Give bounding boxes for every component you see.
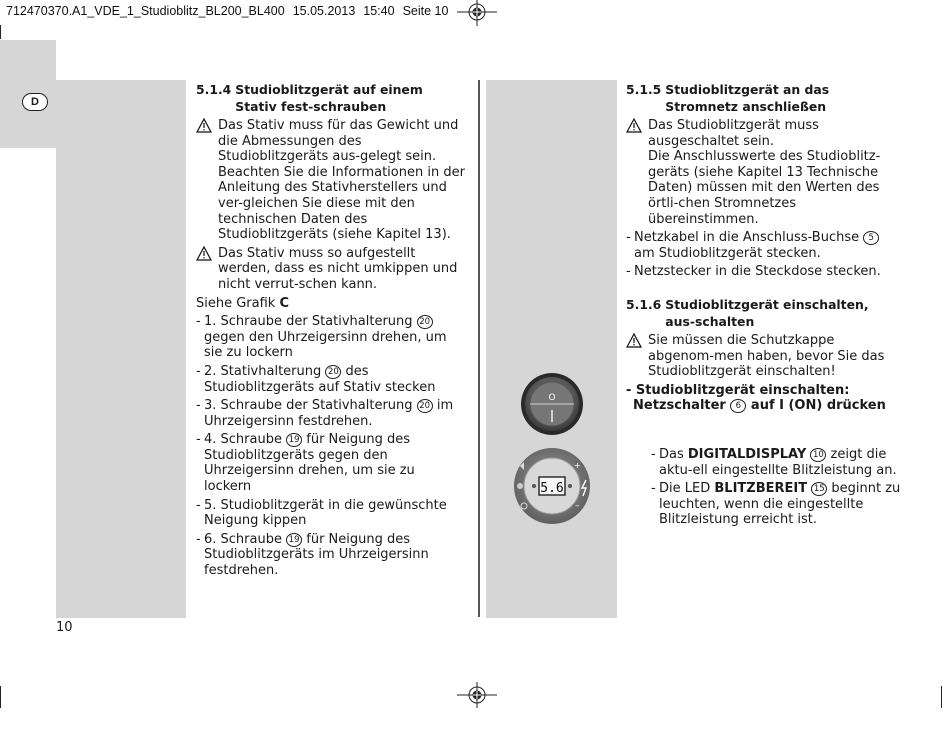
result-list [651,447,902,528]
center-gray-column [486,80,617,618]
step-item: - 2. Stativhalterung 20 des Studioblitzgeräts auf Stativ stecken [196,363,436,395]
grafik-ref [196,296,466,312]
warning-triangle-icon [196,246,212,261]
page-number: 10 [56,620,73,635]
step-item: - Netzstecker in die Steckdose stecken. [626,264,881,280]
power-switch-icon [521,373,583,435]
item-text: Die LED [659,481,711,497]
warning-block [196,118,466,243]
paragraph: Die Anschlusswerte des Studioblitz-geräts (siehe Kapitel 13 Technische Daten) müssen mit den Werten des örtli-chen Stromnetzes übereinstimmen. [648,149,881,227]
heading-text: Studioblitzgerät auf einem Stativ fest-schrauben [235,82,423,114]
crop-mark [0,25,1,39]
crop-mark [0,686,1,708]
step-item: - Netzkabel in die Anschluss-Buchse 5 am Studioblitzgerät stecken. [626,230,902,261]
warning-triangle-icon [626,333,642,348]
header-date: 15.05.2013 [292,4,356,18]
language-badge: D [22,93,48,111]
steps-list [196,314,466,579]
ref-number: 20 [325,365,341,379]
step-text: Netzkabel in die Anschluss-Buchse [634,230,860,246]
ref-number: 6 [730,399,746,413]
section-heading-5-1-4 [196,81,466,115]
list-item: - Das DIGITALDISPLAY 10 zeigt die aktu-ell eingestellte Blitzleistung an. [651,446,897,478]
svg-text:–: – [575,501,580,511]
paragraph: Beachten Sie die Informationen in der Anleitung des Stativherstellers und ver-gleichen Sie diese mit den technischen Daten des Studioblitzgeräts (siehe Kapitel 13). [218,164,465,243]
ref-number: 19 [286,533,302,547]
action-text: Netzschalter [633,398,726,414]
section-heading-5-1-5 [626,81,902,115]
left-column [196,81,466,582]
item-text: beginnt zu leuchten, wenn die eingestellte Blitzleistung erreicht ist. [659,481,901,528]
item-text: zeigt die aktu-ell eingestellte Blitzleistung an. [659,446,897,478]
step-text: für Neigung des Studioblitzgeräts im Uhrzeigersinn festdrehen. [204,531,429,579]
column-divider [478,80,480,617]
step-text: für Neigung des Studioblitzgeräts gegen den Uhrzeigersinn drehen, um sie zu lockern [204,432,415,495]
list-item: - Die LED BLITZBEREIT 15 beginnt zu leuchten, wenn die eingestellte Blitzleistung erreicht ist. [651,481,901,528]
control-panel-icon [514,448,590,524]
right-column [626,81,902,531]
step-item: - 5. Studioblitzgerät in die gewünschte Neigung kippen [196,497,447,529]
steps-list [626,230,902,280]
ref-number: 5 [863,231,879,245]
step-text: 6. Schraube [204,531,282,547]
registration-mark-top-icon [457,0,497,26]
step-text: 3. Schraube der Stativhalterung [204,398,413,414]
warning-triangle-icon [626,118,642,133]
step-item: - 1. Schraube der Stativhalterung 20 gegen den Uhrzeigersinn drehen, um sie zu lockern [196,314,447,361]
warning-block [626,333,902,380]
header-file: 712470370.A1_VDE_1_Studioblitz_BL200_BL400 [6,4,285,18]
warning-text: Das Stativ muss für das Gewicht und die Abmessungen des Studioblitzgeräts aus-gelegt sein. [218,118,459,165]
action-text: auf I (ON) drücken [750,398,886,414]
warning-block [196,246,466,293]
step-text: am Studioblitzgerät stecken. [634,245,821,261]
header-time: 15:40 [363,4,395,18]
sub-heading-action [633,398,902,414]
ref-number: 15 [811,482,827,496]
item-text: Das [659,446,684,462]
svg-text:+: + [574,461,581,470]
item-bold: DIGITALDISPLAY [687,446,807,462]
print-header [6,4,456,18]
section-heading-5-1-6 [626,296,902,330]
device-illustration [508,370,600,525]
left-gray-column [56,80,186,618]
item-bold: BLITZBEREIT [714,481,808,497]
warning-text: Das Studioblitzgerät muss ausgeschaltet sein. [648,118,819,149]
heading-number: 5.1.6 [626,296,662,312]
grafik-prefix: Siehe Grafik [196,295,276,311]
step-item: - 6. Schraube 19 für Neigung des Studioblitzgeräts im Uhrzeigersinn festdrehen. [196,531,429,579]
warning-text: Das Stativ muss so aufgestellt werden, dass es nicht umkippen und nicht verrut-schen kann. [218,245,458,292]
sub-heading: - Studioblitzgerät einschalten: [626,382,850,398]
registration-mark-bottom-icon [457,682,497,708]
heading-text: Studioblitzgerät einschalten, aus-schalten [665,296,869,329]
step-text: im Uhrzeigersinn festdrehen. [204,398,454,429]
step-text: des Studioblitzgeräts auf Stativ stecken [204,363,436,395]
digital-display-value: 5.6 [540,481,564,496]
step-text: 5. Studioblitzgerät in die gewünschte Neigung kippen [204,497,447,529]
step-text: 4. Schraube [204,432,282,448]
heading-text: Studioblitzgerät an das Stromnetz anschließen [665,82,830,114]
step-text: 1. Schraube der Stativhalterung [204,314,413,330]
ref-number: 20 [417,399,433,413]
step-item: - 3. Schraube der Stativhalterung 20 im Uhrzeigersinn festdrehen. [196,398,454,429]
ref-number: 20 [417,315,433,329]
step-item: - 4. Schraube 19 für Neigung des Studioblitzgeräts gegen den Uhrzeigersinn drehen, um sie zu lockern [196,432,415,495]
warning-text: Sie müssen die Schutzkappe abgenom-men haben, bevor Sie das Studioblitzgerät einschalten! [648,332,885,380]
step-text: Netzstecker in die Steckdose stecken. [634,264,881,280]
warning-triangle-icon [196,118,212,133]
heading-number: 5.1.4 [196,82,232,97]
warning-block [626,118,902,227]
header-page: Seite 10 [402,4,449,18]
heading-number: 5.1.5 [626,82,662,97]
grafik-letter: C [279,295,290,311]
ref-number: 19 [286,433,302,447]
switch-label: O [548,393,556,403]
crop-mark [941,686,942,708]
ref-number: 10 [810,448,826,462]
step-text: gegen den Uhrzeigersinn drehen, um sie zu lockern [204,329,447,361]
step-text: 2. Stativhalterung [204,363,322,379]
